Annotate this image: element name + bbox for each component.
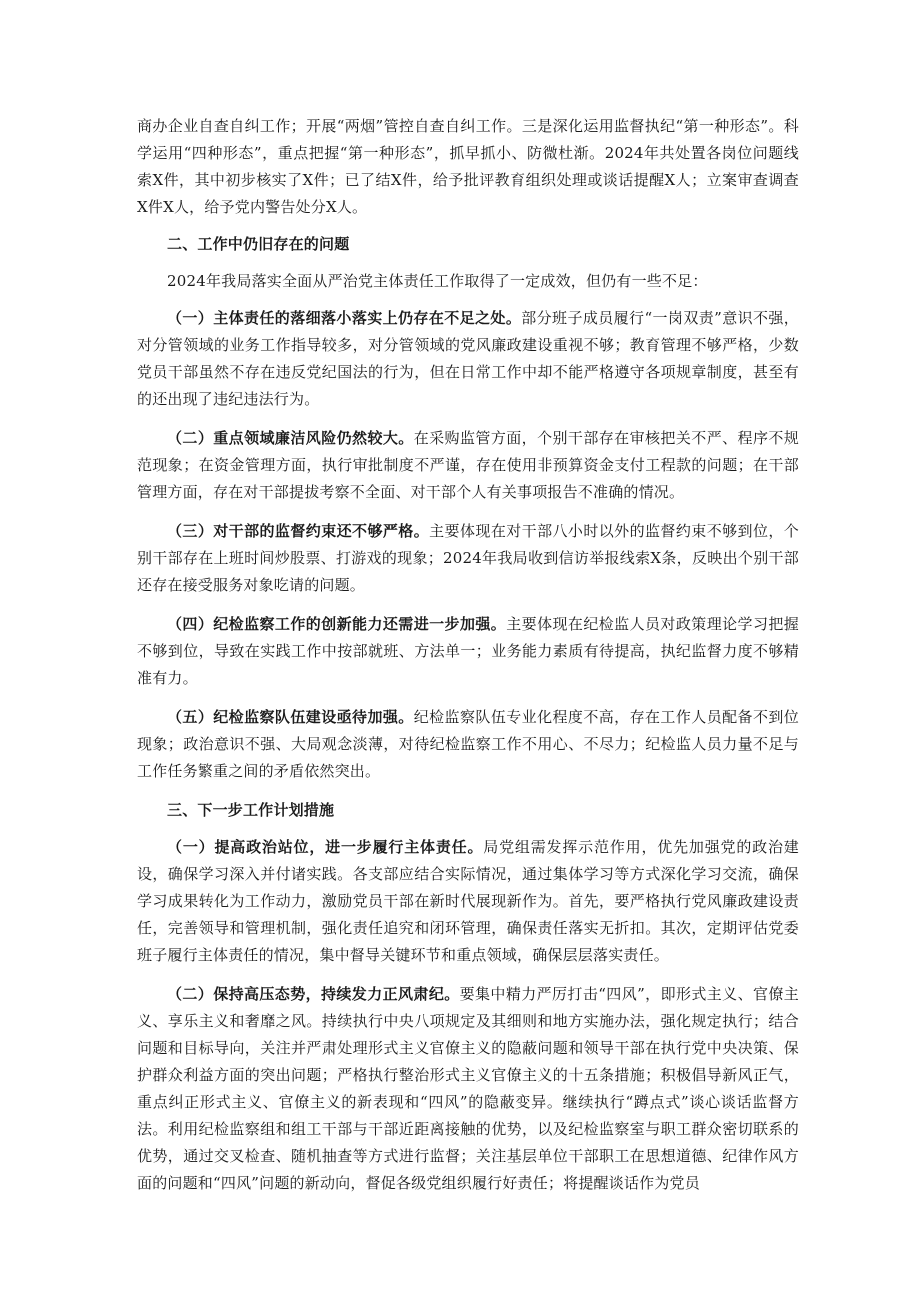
issue-item-3-lead: （三）对干部的监督约束还不够严格。 <box>167 522 430 540</box>
issue-item-5 <box>137 704 799 785</box>
issue-item-2 <box>137 425 799 506</box>
issue-item-5-body: 纪检监察队伍专业化程度不高，存在工作人员配备不到位现象；政治意识不强、大局观念淡薄，对待纪检监察工作不用心、不尽力；纪检监人员力量不足与工作任务繁重之间的矛盾依然突出。 <box>137 708 799 780</box>
intro-paragraph: 商办企业自查自纠工作；开展“两烟”管控自查自纠工作。三是深化运用监督执纪“第一种形态”。科学运用“四种形态”，重点把握“第一种形态”，抓早抓小、防微杜渐。2024年共处置各岗位问题线索X件，其中初步核实了X件；已了结X件，给予批评教育组织处理或谈话提醒X人；立案审查调查X件X人，给予党内警告处分X人。 <box>137 117 799 216</box>
issue-item-1-body: 部分班子成员履行“一岗双责”意识不强，对分管领域的业务工作指导较多，对分管领域的党风廉政建设重视不够；教育管理不够严格，少数党员干部虽然不存在违反党纪国法的行为，但在日常工作中却不能严格遵守各项规章制度，甚至有的还出现了违纪违法行为。 <box>137 309 799 408</box>
issue-item-5-lead: （五）纪检监察队伍建设亟待加强。 <box>167 708 414 726</box>
issue-item-4-lead: （四）纪检监察工作的创新能力还需进一步加强。 <box>167 615 507 633</box>
issue-item-4 <box>137 611 799 692</box>
issue-item-2-body: 在采购监管方面，个别干部存在审核把关不严、程序不规范现象；在资金管理方面，执行审批制度不严谨，存在使用非预算资金支付工程款的问题；在干部管理方面，存在对干部提拔考察不全面、对干部个人有关事项报告不准确的情况。 <box>137 429 799 501</box>
issue-item-2-lead: （二）重点领域廉洁风险仍然较大。 <box>167 429 414 447</box>
plan-item-2 <box>137 981 799 1197</box>
plan-item-1 <box>137 834 799 969</box>
section-2-intro: 2024年我局落实全面从严治党主体责任工作取得了一定成效，但仍有一些不足： <box>167 272 708 290</box>
issue-item-1-lead: （一）主体责任的落细落小落实上仍存在不足之处。 <box>167 309 522 327</box>
issue-item-4-body: 主要体现在纪检监人员对政策理论学习把握不够到位，导致在实践工作中按部就班、方法单一；业务能力素质有待提高，执纪监督力度不够精准有力。 <box>137 615 799 687</box>
issue-item-3 <box>137 518 799 599</box>
issue-item-1 <box>137 305 799 413</box>
plan-item-2-body: 要集中精力严厉打击“四风”，即形式主义、官僚主义、享乐主义和奢靡之风。持续执行中央八项规定及其细则和地方实施办法，强化规定执行；结合问题和目标导向，关注并严肃处理形式主义官僚主义的隐蔽问题和领导干部在执行党中央决策、保护群众利益方面的突出问题；严格执行整治形式主义官僚主义的十五条措施；积极倡导新风正气，重点纠正形式主义、官僚主义的新表现和“四风”的隐蔽变异。继续执行“蹲点式”谈心谈话监督方法。利用纪检监察组和组工干部与干部近距离接触的优势，以及纪检监察室与职工群众密切联系的优势，通过交叉检查、随机抽查等方式进行监督；关注基层单位干部职工在思想道德、纪律作风方面的问题和“四风”问题的新动向，督促各级党组织履行好责任；将提醒谈话作为党员 <box>137 985 799 1192</box>
issue-item-3-body: 主要体现在对干部八小时以外的监督约束不够到位，个别干部存在上班时间炒股票、打游戏的现象；2024年我局收到信访举报线索X条，反映出个别干部还存在接受服务对象吃请的问题。 <box>137 522 799 594</box>
document-page <box>137 113 799 1197</box>
section-3-heading: 三、下一步工作计划措施 <box>167 801 335 819</box>
plan-item-1-body: 局党组需发挥示范作用，优先加强党的政治建设，确保学习深入并付诸实践。各支部应结合实际情况，通过集体学习等方式深化学习交流，确保学习成果转化为工作动力，激励党员干部在新时代展现新作为。首先，要严格执行党风廉政建设责任，完善领导和管理机制，强化责任追究和闭环管理，确保责任落实无折扣。其次，定期评估党委班子履行主体责任的情况，集中督导关键环节和重点领域，确保层层落实责任。 <box>137 838 799 964</box>
plan-item-1-lead: （一）提高政治站位，进一步履行主体责任。 <box>167 838 484 856</box>
plan-item-2-lead: （二）保持高压态势，持续发力正风肃纪。 <box>167 985 460 1003</box>
section-2-heading: 二、工作中仍旧存在的问题 <box>167 235 350 253</box>
